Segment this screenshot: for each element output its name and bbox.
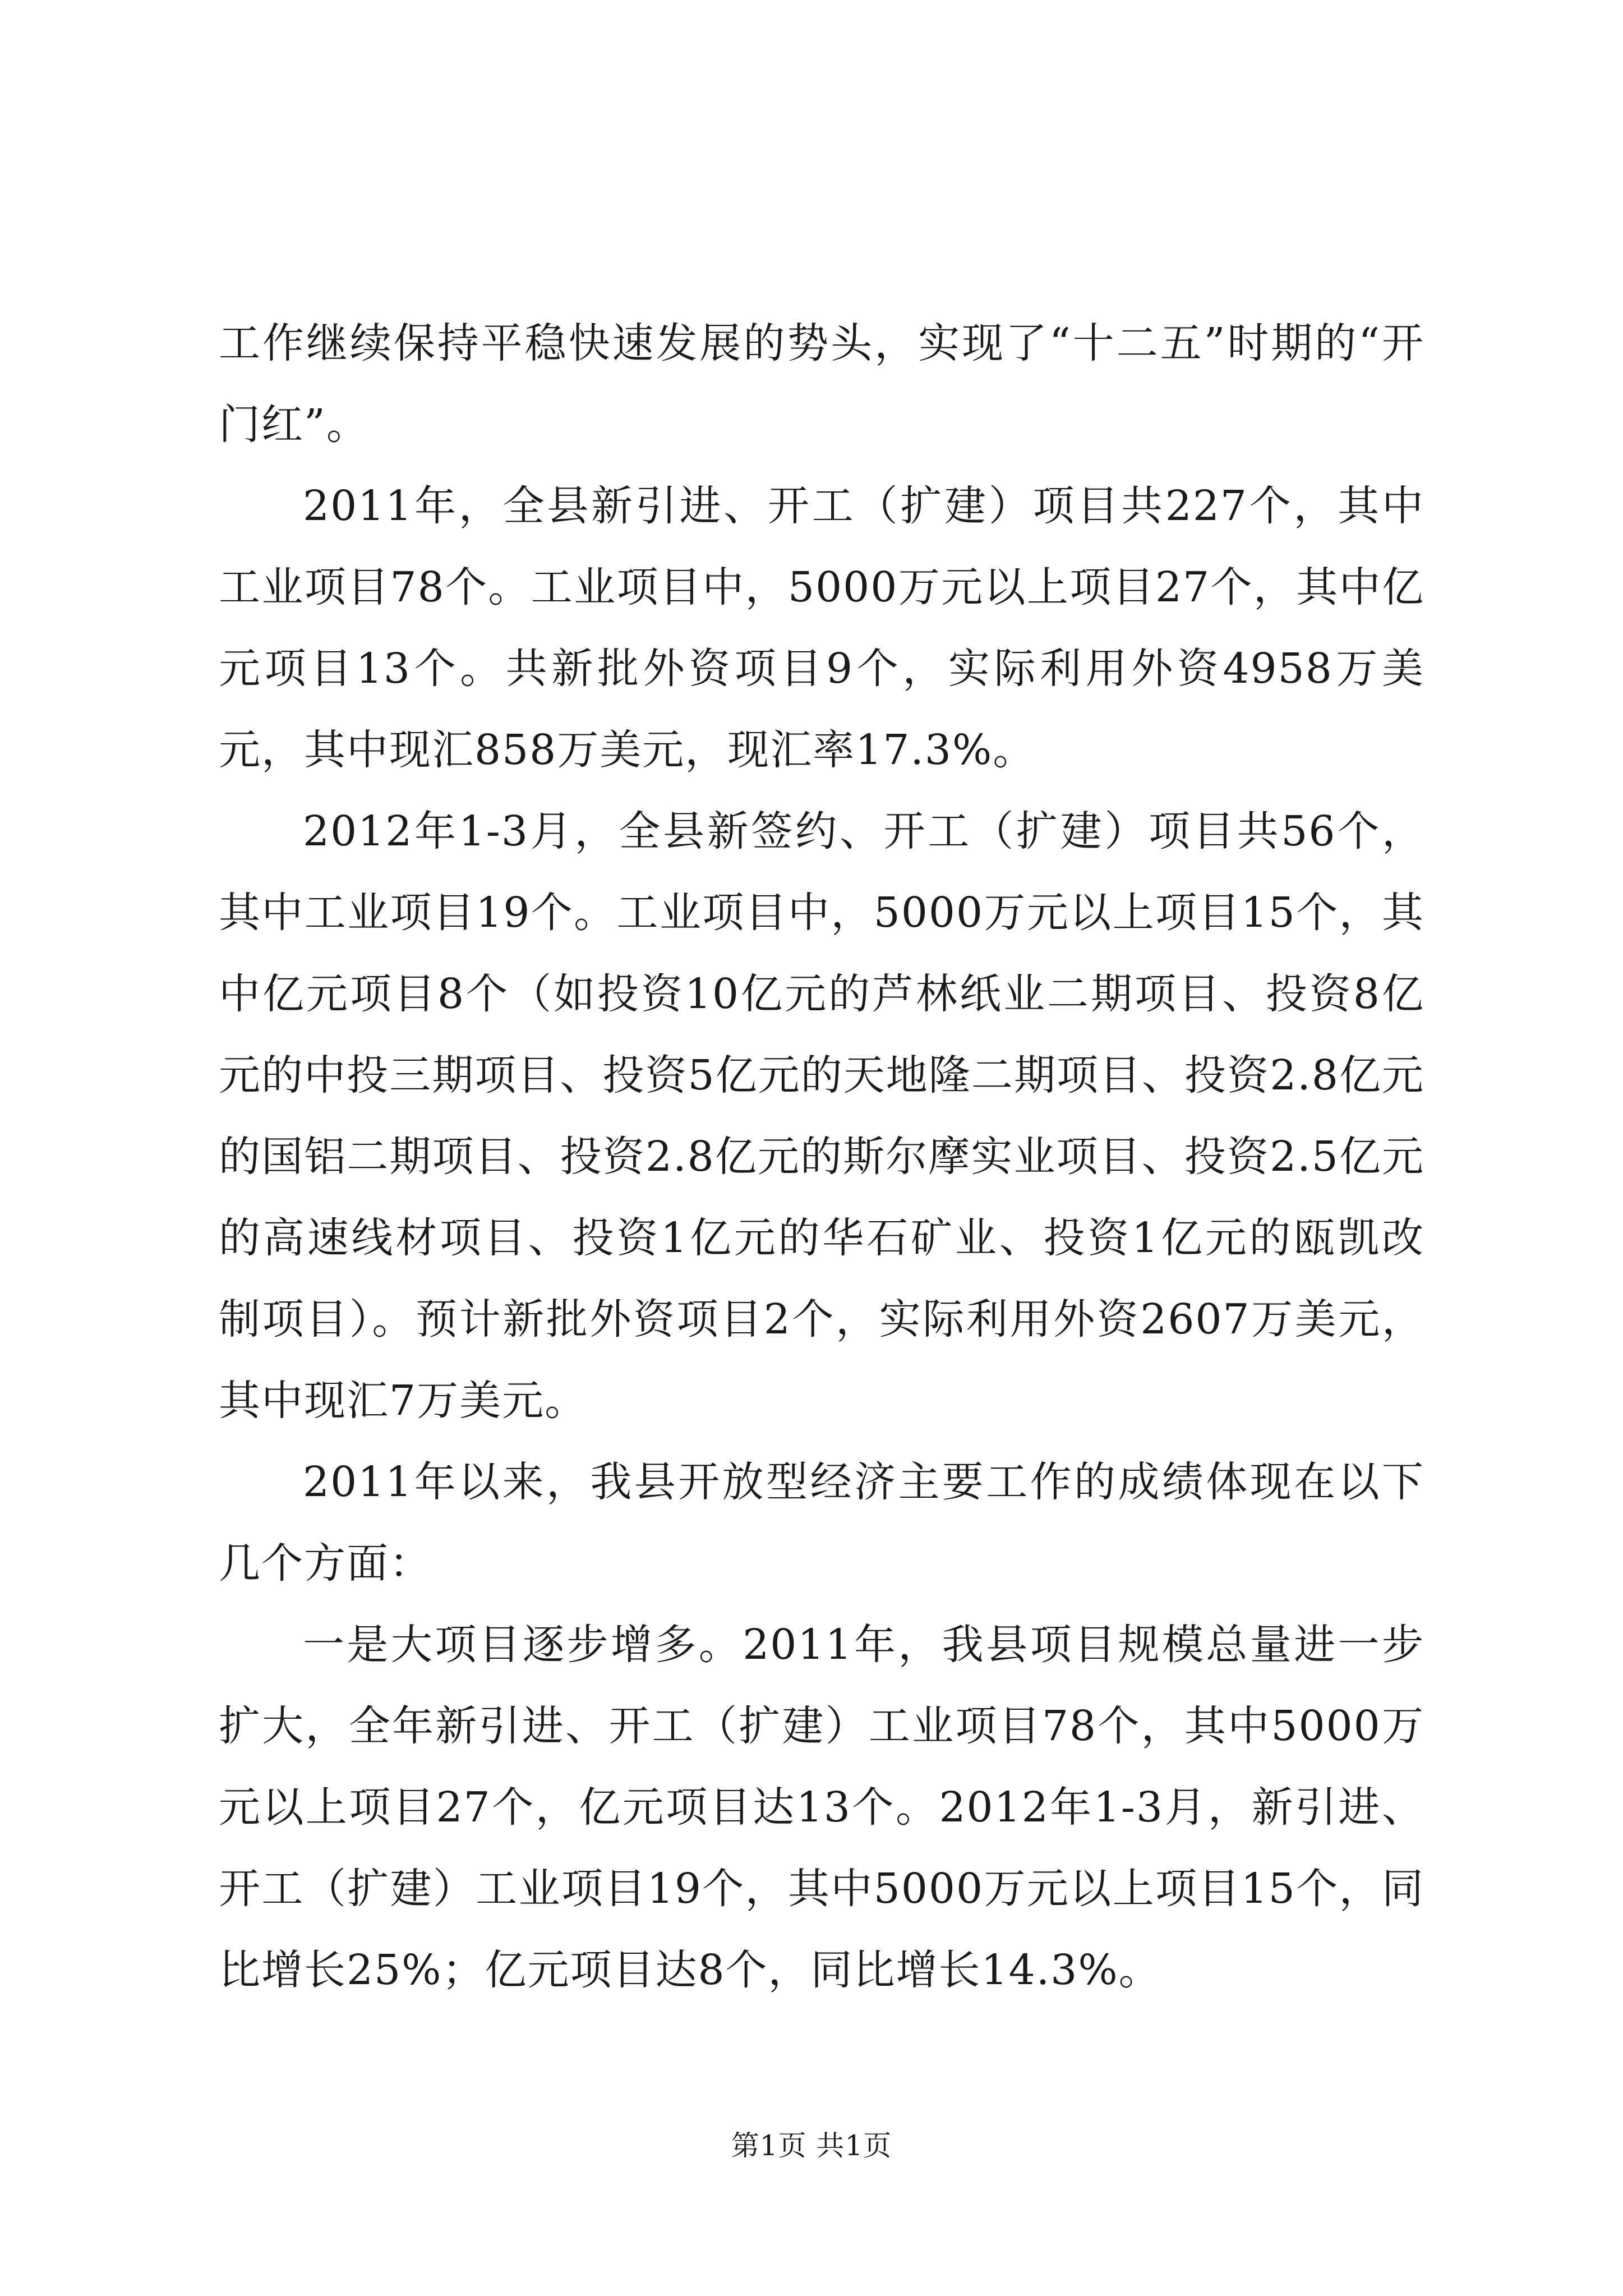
paragraph-3: 2012年1-3月，全县新签约、开工（扩建）项目共56个，其中工业项目19个。工业项目中，5000万元以上项目15个，其中亿元项目8个（如投资10亿元的芦林纸业二期项目、投资8亿元的中投三期项目、投资5亿元的天地隆二期项目、投资2.8亿元的国铝二期项目、投资2.8亿元的斯尔摩实业项目、投资2.5亿元的高速线材项目、投资1亿元的华石矿业、投资1亿元的瓯凯改制项目）。预计新批外资项目2个，实际利用外资2607万美元，其中现汇7万美元。: [219, 807, 1424, 1425]
paragraph-5: 一是大项目逐步增多。2011年，我县项目规模总量进一步扩大，全年新引进、开工（扩建）工业项目78个，其中5000万元以上项目27个，亿元项目达13个。2012年1-3月，新引进、开工（扩建）工业项目19个，其中5000万元以上项目15个，同比增长25%；亿元项目达8个，同比增长14.3%。: [219, 1621, 1424, 1994]
paragraph-2: 2011年，全县新引进、开工（扩建）项目共227个，其中工业项目78个。工业项目中，5000万元以上项目27个，其中亿元项目13个。共新批外资项目9个，实际利用外资4958万美元，其中现汇858万美元，现汇率17.3%。: [219, 482, 1424, 774]
paragraph-4: 2011年以来，我县开放型经济主要工作的成绩体现在以下几个方面：: [219, 1458, 1424, 1588]
paragraph-1: 工作继续保持平稳快速发展的势头，实现了“十二五”时期的“开门红”。: [219, 319, 1424, 449]
page-footer: 第1页 共1页: [731, 2129, 892, 2162]
document-body: [219, 303, 1424, 2011]
